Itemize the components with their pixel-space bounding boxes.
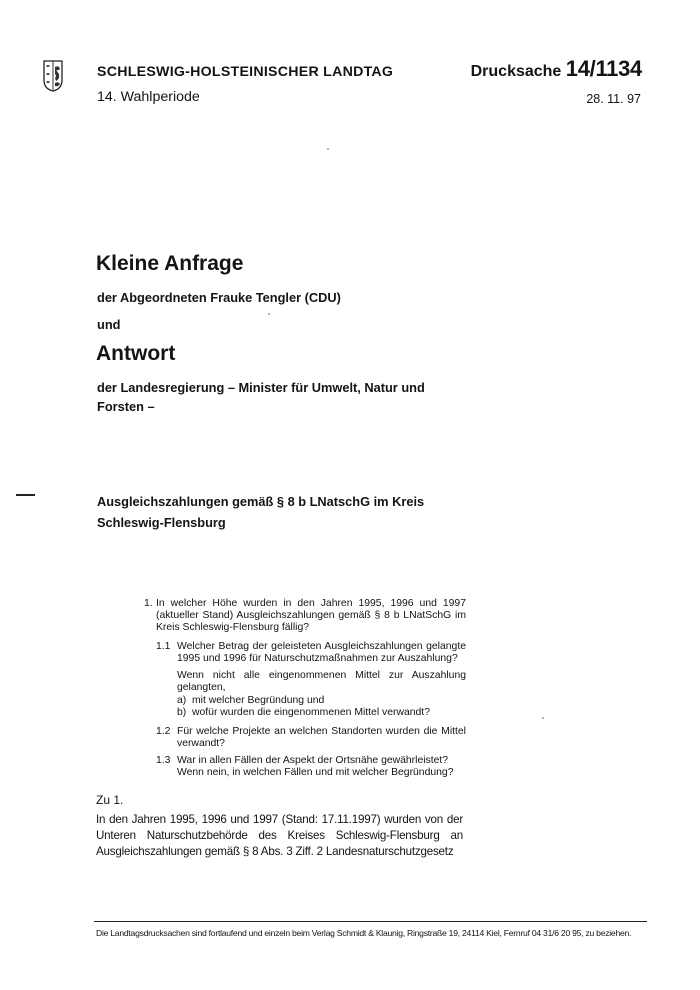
scan-speck <box>327 148 329 150</box>
document-number: 14/1134 <box>565 56 642 81</box>
subject-line2: Schleswig-Flensburg <box>97 515 226 530</box>
inquiry-heading: Kleine Anfrage <box>96 252 244 275</box>
coat-of-arms-icon <box>43 60 63 92</box>
question-1-2-text: Für welche Projekte an welchen Standorten wurden die Mittel verwandt? <box>177 726 466 750</box>
subject-line1: Ausgleichszahlungen gemäß § 8 b LNatschG im Kreis <box>97 494 425 509</box>
question-1-1-text: Welcher Betrag der geleisteten Ausgleichszahlungen gelangte 1995 und 1996 für Naturschutzmaßnahmen zur Auszahlung? <box>177 641 466 665</box>
question-1-1-item-b: b) wofür wurden die eingenommenen Mittel verwandt? <box>177 707 430 718</box>
question-1-1-number: 1.1 <box>156 641 171 652</box>
answer-author-line2: Forsten – <box>97 399 155 414</box>
subject-title <box>97 491 424 533</box>
answer-heading: Antwort <box>96 342 176 365</box>
answer-author-line1: der Landesregierung – Minister für Umwelt, Natur und <box>97 380 425 395</box>
parliament-name: SCHLESWIG-HOLSTEINISCHER LANDTAG <box>97 64 394 80</box>
footer-note: Die Landtagsdrucksachen sind fortlaufend und einzeln beim Verlag Schmidt & Klaunig, Ringstraße 19, 24114 Kiel, Fernruf 04 31/6 20 95, zu beziehen. <box>96 928 632 938</box>
scan-speck <box>268 313 270 315</box>
document-date: 28. 11. 97 <box>586 92 641 106</box>
inquiry-author: der Abgeordneten Frauke Tengler (CDU) <box>97 290 341 305</box>
connector-und: und <box>97 317 121 332</box>
footer-rule <box>94 921 647 922</box>
legislative-period: 14. Wahlperiode <box>97 89 200 105</box>
question-1-1-followup: Wenn nicht alle eingenommenen Mittel zur Auszahlung gelangten, <box>177 670 466 694</box>
margin-mark <box>16 494 35 496</box>
answer-1-text: In den Jahren 1995, 1996 und 1997 (Stand: 17.11.1997) wurden von der Unteren Naturschutzbehörde des Kreises Schleswig-Flensburg an Ausgleichszahlungen gemäß § 8 Abs. 3 Ziff. 2 Landesnaturschutzgesetz <box>96 813 463 858</box>
question-1-1-item-a: a) mit welcher Begründung und <box>177 695 325 706</box>
question-1-2-number: 1.2 <box>156 726 171 737</box>
question-1-3-number: 1.3 <box>156 755 171 766</box>
question-1-number: 1. <box>144 598 153 609</box>
scan-speck <box>542 717 544 719</box>
document-label: Drucksache <box>470 63 562 80</box>
document-reference <box>471 56 642 82</box>
question-1-text: In welcher Höhe wurden in den Jahren 1995, 1996 und 1997 (aktueller Stand) Ausgleichszahlungen gemäß § 8 b LNatSchG im Kreis Schleswig-Flensburg fällig? <box>156 598 466 634</box>
question-1-3-text-line2: Wenn nein, in welchen Fällen und mit welcher Begründung? <box>177 767 454 778</box>
answer-1-heading: Zu 1. <box>96 793 124 807</box>
question-1-3-text-line1: War in allen Fällen der Aspekt der Ortsnähe gewährleistet? <box>177 755 449 766</box>
